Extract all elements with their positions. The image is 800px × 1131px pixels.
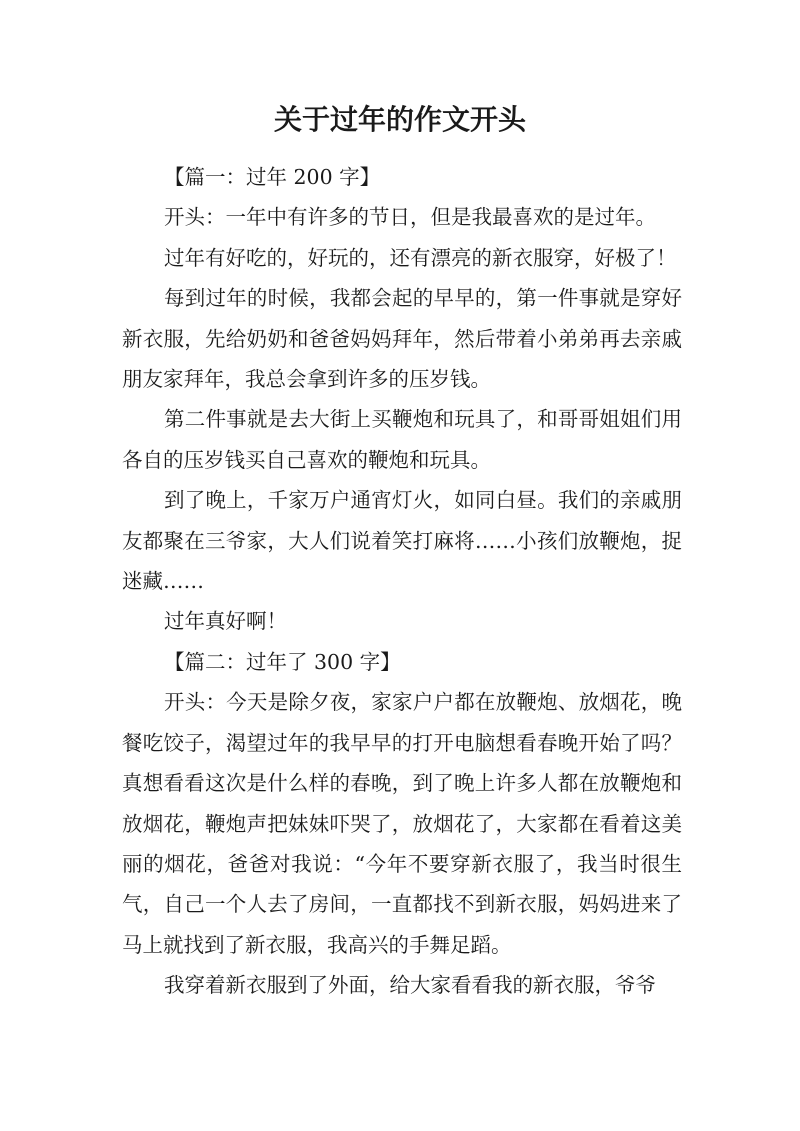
paragraph: 每到过年的时候，我都会起的早早的，第一件事就是穿好新衣服，先给奶奶和爸爸妈妈拜年，然后带着小弟弟再去亲戚朋友家拜年，我总会拿到许多的压岁钱。 [122, 286, 682, 392]
section-heading-2: 【篇二：过年了 300 字】 [164, 649, 401, 674]
paragraph: 第二件事就是去大街上买鞭炮和玩具了，和哥哥姐姐们用各自的压岁钱买自己喜欢的鞭炮和玩具。 [122, 407, 682, 472]
article-body [122, 157, 682, 1006]
paragraph-opening-1: 开头：一年中有许多的节日，但是我最喜欢的是过年。 [164, 205, 656, 230]
paragraph: 我穿着新衣服到了外面，给大家看看我的新衣服，爷爷 [164, 973, 656, 998]
page-title: 关于过年的作文开头 [273, 103, 526, 136]
paragraph-opening-2: 开头：今天是除夕夜，家家户户都在放鞭炮、放烟花，晚餐吃饺子，渴望过年的我早早的打开电脑想看春晚开始了吗？真想看看这次是什么样的春晚，到了晚上许多人都在放鞭炮和放烟花，鞭炮声把妹妹吓哭了，放烟花了，大家都在看着这美丽的烟花，爸爸对我说：“今年不要穿新衣服了，我当时很生气，自己一个人去了房间，一直都找不到新衣服，妈妈进来了马上就找到了新衣服，我高兴的手舞足蹈。 [122, 690, 682, 957]
paragraph: 到了晚上，千家万户通宵灯火，如同白昼。我们的亲戚朋友都聚在三爷家，大人们说着笑打麻将……小孩们放鞭炮，捉迷藏…… [122, 488, 682, 594]
section-heading-1: 【篇一：过年 200 字】 [164, 165, 381, 189]
paragraph: 过年有好吃的，好玩的，还有漂亮的新衣服穿，好极了！ [164, 245, 677, 270]
paragraph: 过年真好啊！ [164, 609, 287, 634]
